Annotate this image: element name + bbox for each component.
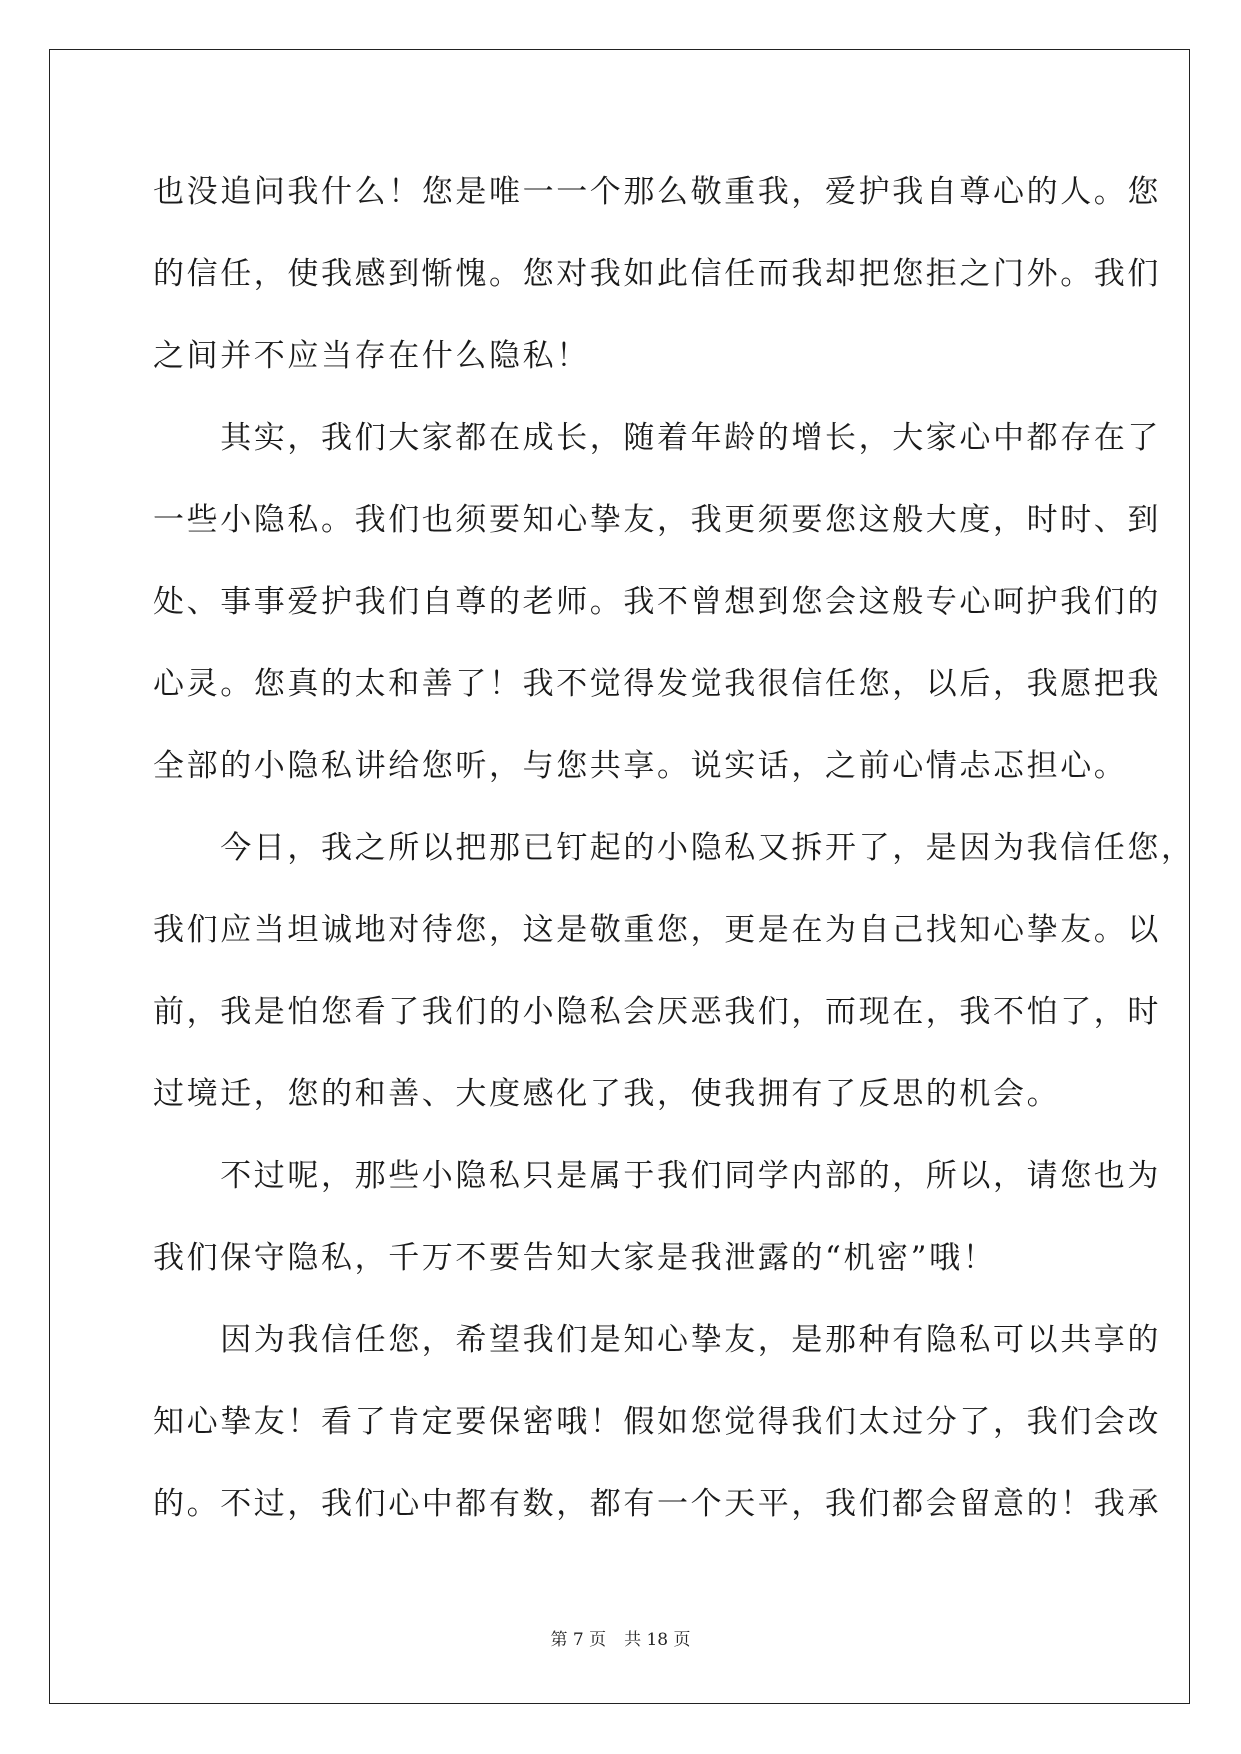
text-line: 不过呢，那些小隐私只是属于我们同学内部的，所以，请您也为 (153, 1158, 1161, 1194)
page-number: 第 7 页 (550, 1630, 607, 1650)
page-total: 共 18 页 (624, 1630, 691, 1650)
text-line: 一些小隐私。我们也须要知心挚友，我更须要您这般大度，时时、到 (153, 502, 1161, 538)
text-line: 处、事事爱护我们自尊的老师。我不曾想到您会这般专心呵护我们的 (153, 584, 1161, 620)
text-line: 我们保守隐私，千万不要告知大家是我泄露的“机密”哦！ (153, 1240, 997, 1276)
text-line: 前，我是怕您看了我们的小隐私会厌恶我们，而现在，我不怕了，时 (153, 994, 1161, 1030)
text-line: 今日，我之所以把那已钉起的小隐私又拆开了，是因为我信任您， (153, 830, 1195, 866)
text-line: 之间并不应当存在什么隐私！ (153, 338, 590, 374)
text-line: 因为我信任您，希望我们是知心挚友，是那种有隐私可以共享的 (153, 1322, 1161, 1358)
document-body (153, 161, 1195, 1555)
text-line: 心灵。您真的太和善了！我不觉得发觉我很信任您，以后，我愿把我 (153, 666, 1161, 702)
text-line: 过境迁，您的和善、大度感化了我，使我拥有了反思的机会。 (153, 1076, 1061, 1112)
text-line: 我们应当坦诚地对待您，这是敬重您，更是在为自己找知心挚友。以 (153, 912, 1161, 948)
text-line: 的。不过，我们心中都有数，都有一个天平，我们都会留意的！我承 (153, 1486, 1161, 1522)
text-line: 也没追问我什么！您是唯一一个那么敬重我，爱护我自尊心的人。您 (153, 174, 1161, 210)
text-line: 全部的小隐私讲给您听，与您共享。说实话，之前心情忐忑担心。 (153, 748, 1128, 784)
text-line: 知心挚友！看了肯定要保密哦！假如您觉得我们太过分了，我们会改 (153, 1404, 1161, 1440)
text-line: 其实，我们大家都在成长，随着年龄的增长，大家心中都存在了 (153, 420, 1161, 456)
page-footer (0, 1625, 1241, 1650)
text-line: 的信任，使我感到惭愧。您对我如此信任而我却把您拒之门外。我们 (153, 256, 1161, 292)
